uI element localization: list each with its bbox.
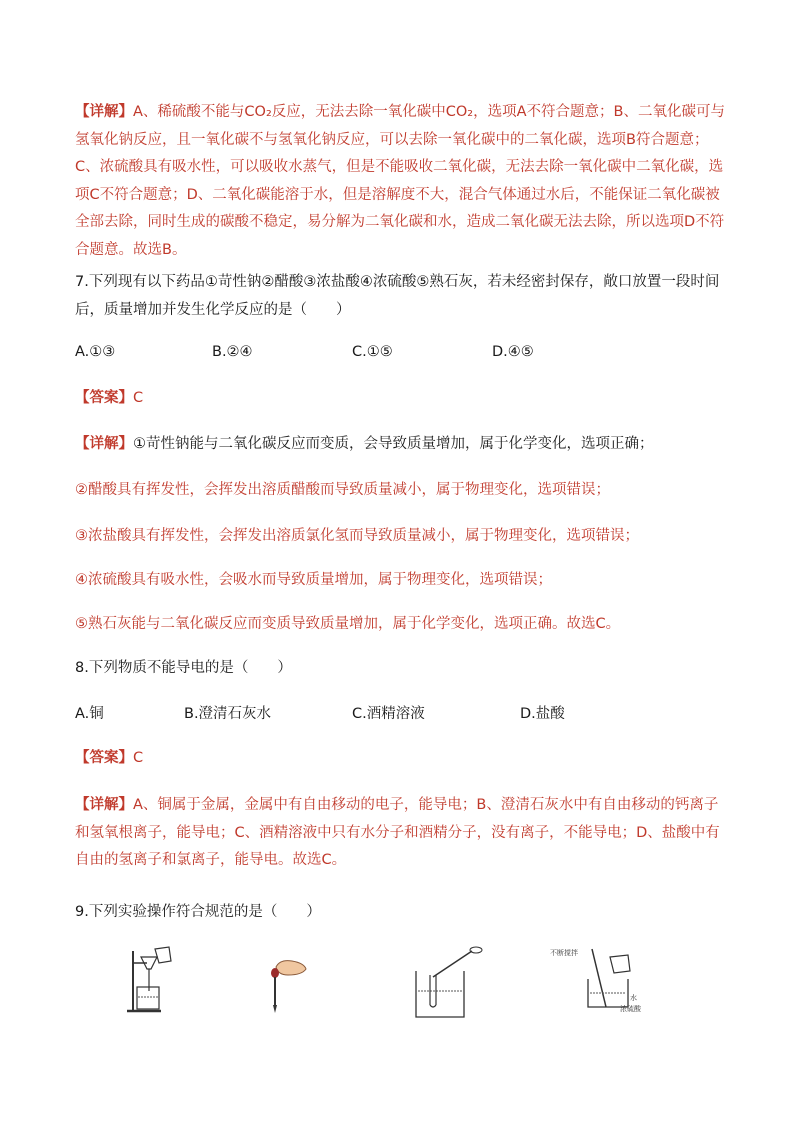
explain-text: ①苛性钠能与二氧化碳反应而变质，会导致质量增加，属于化学变化，选项正确；	[133, 436, 654, 452]
q7-option-d: D.④⑤	[492, 344, 534, 360]
explain-text: A、稀硫酸不能与CO₂反应，无法去除一氧化碳中CO₂，选项A不符合题意；B、二氧化碳可与氢氧化钠反应，且一氧化碳不与氢氧化钠反应，可以去除一氧化碳中的二氧化碳，选项B符合题意；C、浓硫酸具有吸水性，可以吸收水蒸气，但是不能吸收二氧化碳，无法去除一氧化碳中二氧化碳，选项C不符合题意；D、二氧化碳能溶于水，但是溶解度不大，混合气体通过水后，不能保证二氧化碳被全部去除，同时生成的碳酸不稳定，易分解为二氧化碳和水，造成二氧化碳无法去除，所以选项D不符合题意。故选B。	[75, 104, 725, 258]
q7-explanation-line: ②醋酸具有挥发性，会挥发出溶质醋酸而导致质量减小，属于物理变化，选项错误；	[75, 482, 610, 498]
stir-label: 不断搅拌	[550, 949, 578, 957]
q8-option-c: C.酒精溶液	[352, 706, 425, 722]
answer-value: C	[133, 390, 144, 406]
q8-explanation	[75, 792, 725, 875]
acid-label: 浓硫酸	[620, 1005, 641, 1013]
dropper-figure	[262, 945, 312, 1017]
q6-explanation	[75, 99, 725, 265]
q8-answer	[75, 748, 143, 768]
q7-explanation-first	[75, 434, 654, 454]
dilution-figure	[548, 945, 648, 1025]
q8-stem: 8.下列物质不能导电的是（ ）	[75, 660, 292, 676]
q7-explanation-line: ⑤熟石灰能与二氧化碳反应而变质导致质量增加，属于化学变化，选项正确。故选C。	[75, 616, 621, 632]
answer-tag: 【答案】	[75, 750, 133, 766]
q9-stem: 9.下列实验操作符合规范的是（ ）	[75, 904, 321, 920]
explain-tag: 【详解】	[75, 436, 133, 452]
q7-answer	[75, 388, 143, 408]
q7-explanation-line: ③浓盐酸具有挥发性，会挥发出溶质氯化氢而导致质量减小，属于物理变化，选项错误；	[75, 528, 639, 544]
answer-tag: 【答案】	[75, 390, 133, 406]
q8-option-d: D.盐酸	[520, 706, 565, 722]
q7-stem: 7.下列现有以下药品①苛性钠②醋酸③浓盐酸④浓硫酸⑤熟石灰，若未经密封保存，敞口放置一段时间后，质量增加并发生化学反应的是（ ）	[75, 274, 720, 318]
answer-value: C	[133, 750, 144, 766]
explain-text: A、铜属于金属，金属中有自由移动的电子，能导电；B、澄清石灰水中有自由移动的钙离子和氢氧根离子，能导电；C、酒精溶液中只有水分子和酒精分子，没有离子，不能导电；D、盐酸中有自由的氢离子和氯离子，能导电。故选C。	[75, 797, 720, 869]
q7-option-c: C.①⑤	[352, 344, 393, 360]
q7-option-a: A.①③	[75, 344, 116, 360]
q7-option-b: B.②④	[212, 344, 253, 360]
filtration-figure	[125, 945, 185, 1017]
explain-tag: 【详解】	[75, 797, 133, 813]
q8-option-b: B.澄清石灰水	[184, 706, 272, 722]
explain-tag: 【详解】	[75, 104, 133, 120]
q7-explanation-line: ④浓硫酸具有吸水性，会吸水而导致质量增加，属于物理变化，选项错误；	[75, 572, 552, 588]
q9-figures	[0, 945, 794, 1025]
water-label: 水	[630, 994, 637, 1002]
heating-figure	[410, 945, 490, 1023]
q8-option-a: A.铜	[75, 706, 104, 722]
